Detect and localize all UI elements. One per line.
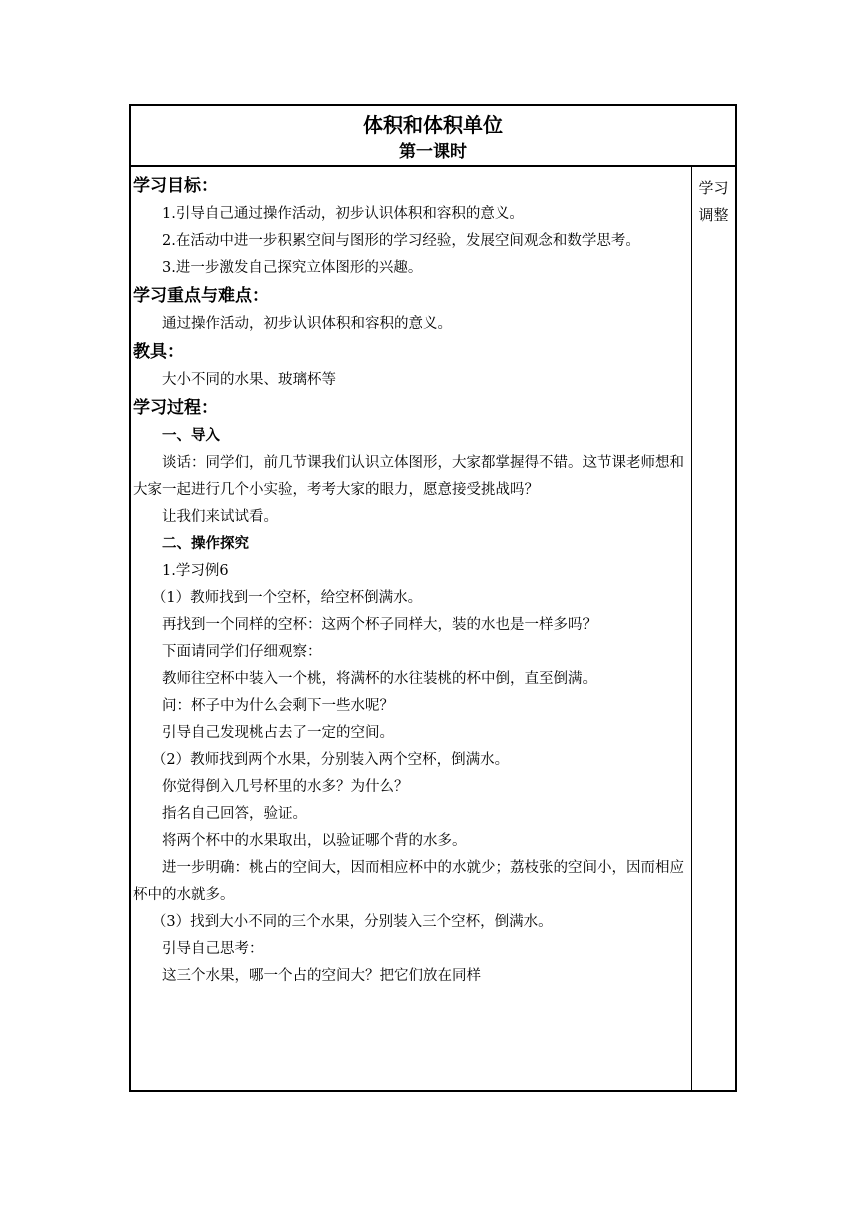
objective-2: 2.在活动中进一步积累空间与图形的学习经验，发展空间观念和数学思考。: [162, 233, 640, 249]
intro-heading: 一、导入: [162, 428, 220, 444]
explore-line: 指名自己回答，验证。: [162, 806, 307, 822]
intro-text: 谈话：同学们，前几节课我们认识立体图形，大家都掌握得不错。这节课老师想和大家一起进行几个小实验，考考大家的眼力，愿意接受挑战吗？: [133, 455, 684, 498]
explore-line: 下面请同学们仔细观察：: [162, 644, 322, 660]
content-cell: [131, 167, 692, 1090]
key-points-heading: 学习重点与难点：: [133, 286, 269, 306]
objective-1: 1.引导自己通过操作活动，初步认识体积和容积的意义。: [162, 206, 524, 222]
explore-line: 再找到一个同样的空杯：这两个杯子同样大，装的水也是一样多吗？: [162, 617, 597, 633]
adjustment-cell: [692, 167, 735, 1090]
tools-text: 大小不同的水果、玻璃杯等: [162, 372, 336, 388]
explore-line: （2）教师找到两个水果，分别装入两个空杯，倒满水。: [151, 752, 510, 768]
tools-heading: 教具：: [133, 342, 184, 362]
explore-line: 这三个水果，哪一个占的空间大？把它们放在同样: [162, 968, 481, 984]
explore-line: 进一步明确：桃占的空间大，因而相应杯中的水就少；荔枝张的空间小，因而相应杯中的水就多。: [133, 860, 684, 903]
explore-line: 引导自己发现桃占去了一定的空间。: [162, 725, 394, 741]
explore-line: 问：杯子中为什么会剩下一些水呢？: [162, 698, 394, 714]
explore-heading: 二、操作探究: [162, 536, 249, 552]
explore-line: 1.学习例6: [162, 563, 229, 579]
key-points-text: 通过操作活动，初步认识体积和容积的意义。: [162, 316, 452, 332]
side-label-line-2: 调整: [698, 206, 729, 224]
page-title: 体积和体积单位: [363, 113, 503, 137]
lesson-plan-table: [129, 104, 737, 1092]
explore-line: 引导自己思考：: [162, 941, 264, 957]
objective-3: 3.进一步激发自己探究立体图形的兴趣。: [162, 260, 423, 276]
explore-line: 教师往空杯中装入一个桃，将满杯的水往装桃的杯中倒，直至倒满。: [162, 671, 597, 687]
explore-line: （3）找到大小不同的三个水果，分别装入三个空杯，倒满水。: [151, 914, 553, 930]
explore-line: 你觉得倒入几号杯里的水多？为什么？: [162, 779, 409, 795]
header-cell: [131, 106, 735, 167]
explore-line: （1）教师找到一个空杯，给空杯倒满水。: [151, 590, 423, 606]
side-label-line-1: 学习: [698, 179, 729, 197]
intro-text-2: 让我们来试试看。: [162, 509, 278, 525]
objectives-heading: 学习目标：: [133, 176, 218, 196]
process-heading: 学习过程：: [133, 398, 218, 418]
explore-line: 将两个杯中的水果取出，以验证哪个背的水多。: [162, 833, 467, 849]
page-subtitle: 第一课时: [399, 142, 467, 162]
